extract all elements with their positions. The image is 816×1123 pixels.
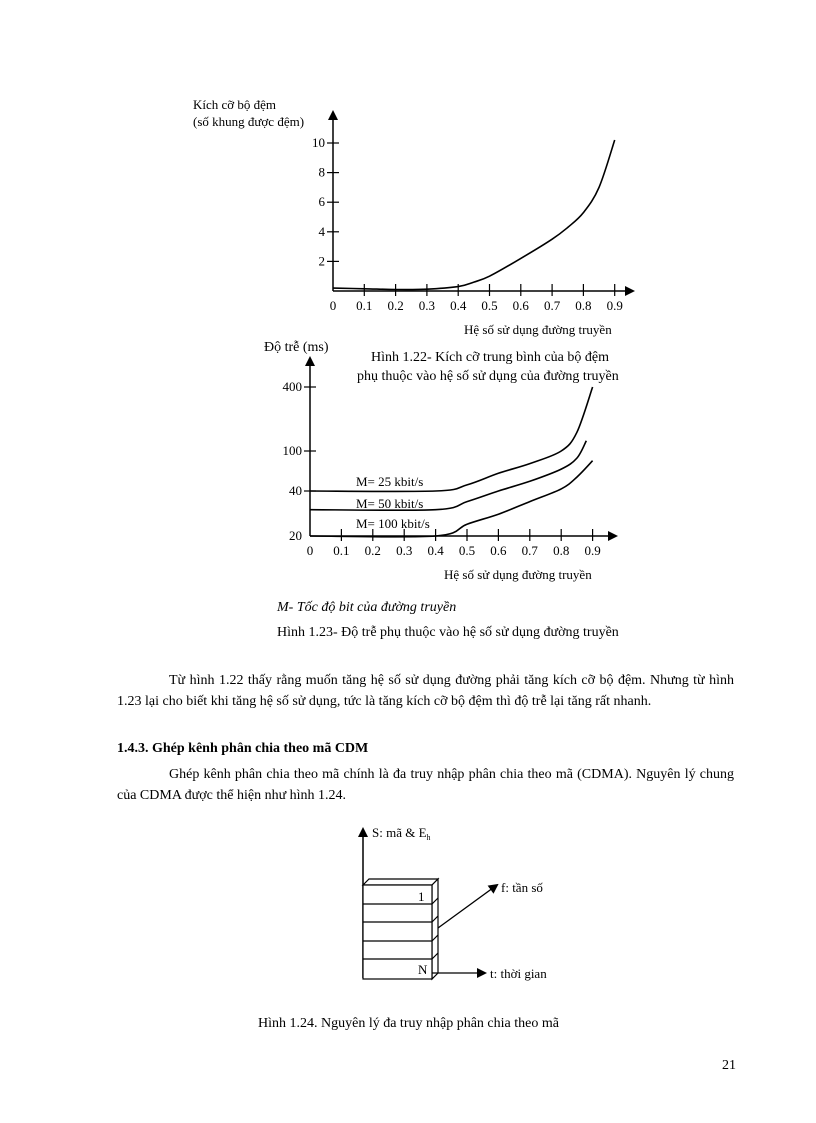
fig123-series-25kbit <box>310 387 593 491</box>
fig122-ytick-label: 6 <box>318 194 325 210</box>
fig122-xtick-label: 0 <box>329 298 337 313</box>
fig122-ytick-label: 10 <box>312 135 325 150</box>
paragraph-2: Ghép kênh phân chia theo mã chính là đa truy nhập phân chia theo mã (CDMA). Nguyên lý chung của CDMA được thể hiện như hình 1.24. <box>117 767 734 803</box>
figure-1-23 <box>0 330 816 650</box>
fig122-caption-1: Hình 1.22- Kích cỡ trung bình của bộ đệm <box>371 350 609 365</box>
fig123-x-label: Hệ số sử dụng đường truyền <box>444 567 592 582</box>
fig123-series-label-50: M= 50 kbit/s <box>356 496 424 511</box>
cdma-s-label: S: mã & $E_h$ <box>372 825 431 842</box>
fig123-xtick-label: 0.1 <box>333 543 350 558</box>
fig122-y-label-2: (số khung được đệm) <box>193 114 305 129</box>
fig123-note: M- Tốc độ bit của đường truyền <box>277 600 457 615</box>
fig122-caption-2: phụ thuộc vào hệ số sử dụng của đường truyền <box>357 369 619 384</box>
fig122-xtick-label: 0.8 <box>575 298 592 313</box>
fig122-xtick-label: 0.3 <box>418 298 436 313</box>
fig122-xtick-label: 0.4 <box>450 298 467 313</box>
fig123-series-label-100: M= 100 kbit/s <box>356 516 430 531</box>
cdma-box-top-label: 1 <box>418 889 425 904</box>
cdma-t-label: t: thời gian <box>490 966 547 981</box>
fig123-ytick-label: 400 <box>282 379 302 394</box>
fig122-y-label-1: Kích cỡ bộ đệm <box>193 97 277 112</box>
fig122-ytick-label: 4 <box>318 223 325 239</box>
fig123-xtick-label: 0.4 <box>427 543 444 558</box>
fig122-buffer-curve <box>333 140 615 290</box>
figure-1-24 <box>0 815 816 1045</box>
fig123-xtick-label: 0.5 <box>458 543 476 558</box>
fig122-xtick-label: 0.1 <box>356 298 373 313</box>
fig122-xtick-label: 0.2 <box>387 298 404 313</box>
cdma-box-bottom-label: N <box>418 962 428 977</box>
fig122-ytick-label: 8 <box>318 164 325 180</box>
fig123-y-label: Độ trễ (ms) <box>264 340 329 355</box>
fig123-xtick-label: 0.6 <box>490 543 507 558</box>
fig122-xtick-label: 0.7 <box>543 298 561 313</box>
fig123-caption: Hình 1.23- Độ trễ phụ thuộc vào hệ số sử dụng đường truyền <box>277 625 619 640</box>
fig122-x-label: Hệ số sử dụng đường truyền <box>464 322 612 337</box>
fig123-ytick-label: 20 <box>289 528 302 543</box>
cdma-f-label: f: tần số <box>501 880 543 895</box>
paragraph-1: Từ hình 1.22 thấy rằng muốn tăng hệ số sử dụng đường phải tăng kích cỡ bộ đệm. Nhưng từ hình 1.23 lại cho biết khi tăng hệ số sử dụng, tức là tăng kích cỡ bộ đệm thì độ trễ lại tăng rất nhanh. <box>117 673 734 709</box>
fig122-xtick-label: 0.6 <box>512 298 529 313</box>
page-number: 21 <box>722 1058 736 1073</box>
fig122-ytick-label: 2 <box>318 253 325 269</box>
cdma-f-axis <box>438 885 497 928</box>
fig123-series-100kbit <box>310 461 593 537</box>
fig123-xtick-label: 0.2 <box>364 543 381 558</box>
figure-1-22 <box>0 0 816 340</box>
fig123-xtick-label: 0 <box>306 543 314 558</box>
fig124-caption: Hình 1.24. Nguyên lý đa truy nhập phân chia theo mã <box>258 1016 559 1031</box>
fig123-xtick-label: 0.7 <box>521 543 538 558</box>
fig123-ytick-label: 40 <box>289 483 302 498</box>
fig123-series-50kbit <box>310 441 586 511</box>
fig123-xtick-label: 0.9 <box>584 543 601 558</box>
fig123-xtick-label: 0.8 <box>553 543 570 558</box>
fig123-xtick-label: 0.3 <box>396 543 413 558</box>
fig122-xtick-label: 0.9 <box>606 298 623 313</box>
fig123-ytick-label: 100 <box>282 443 302 458</box>
fig123-series-label-25: M= 25 kbit/s <box>356 474 424 489</box>
section-heading: 1.4.3. Ghép kênh phân chia theo mã CDM <box>117 741 369 756</box>
fig122-xtick-label: 0.5 <box>481 298 498 313</box>
